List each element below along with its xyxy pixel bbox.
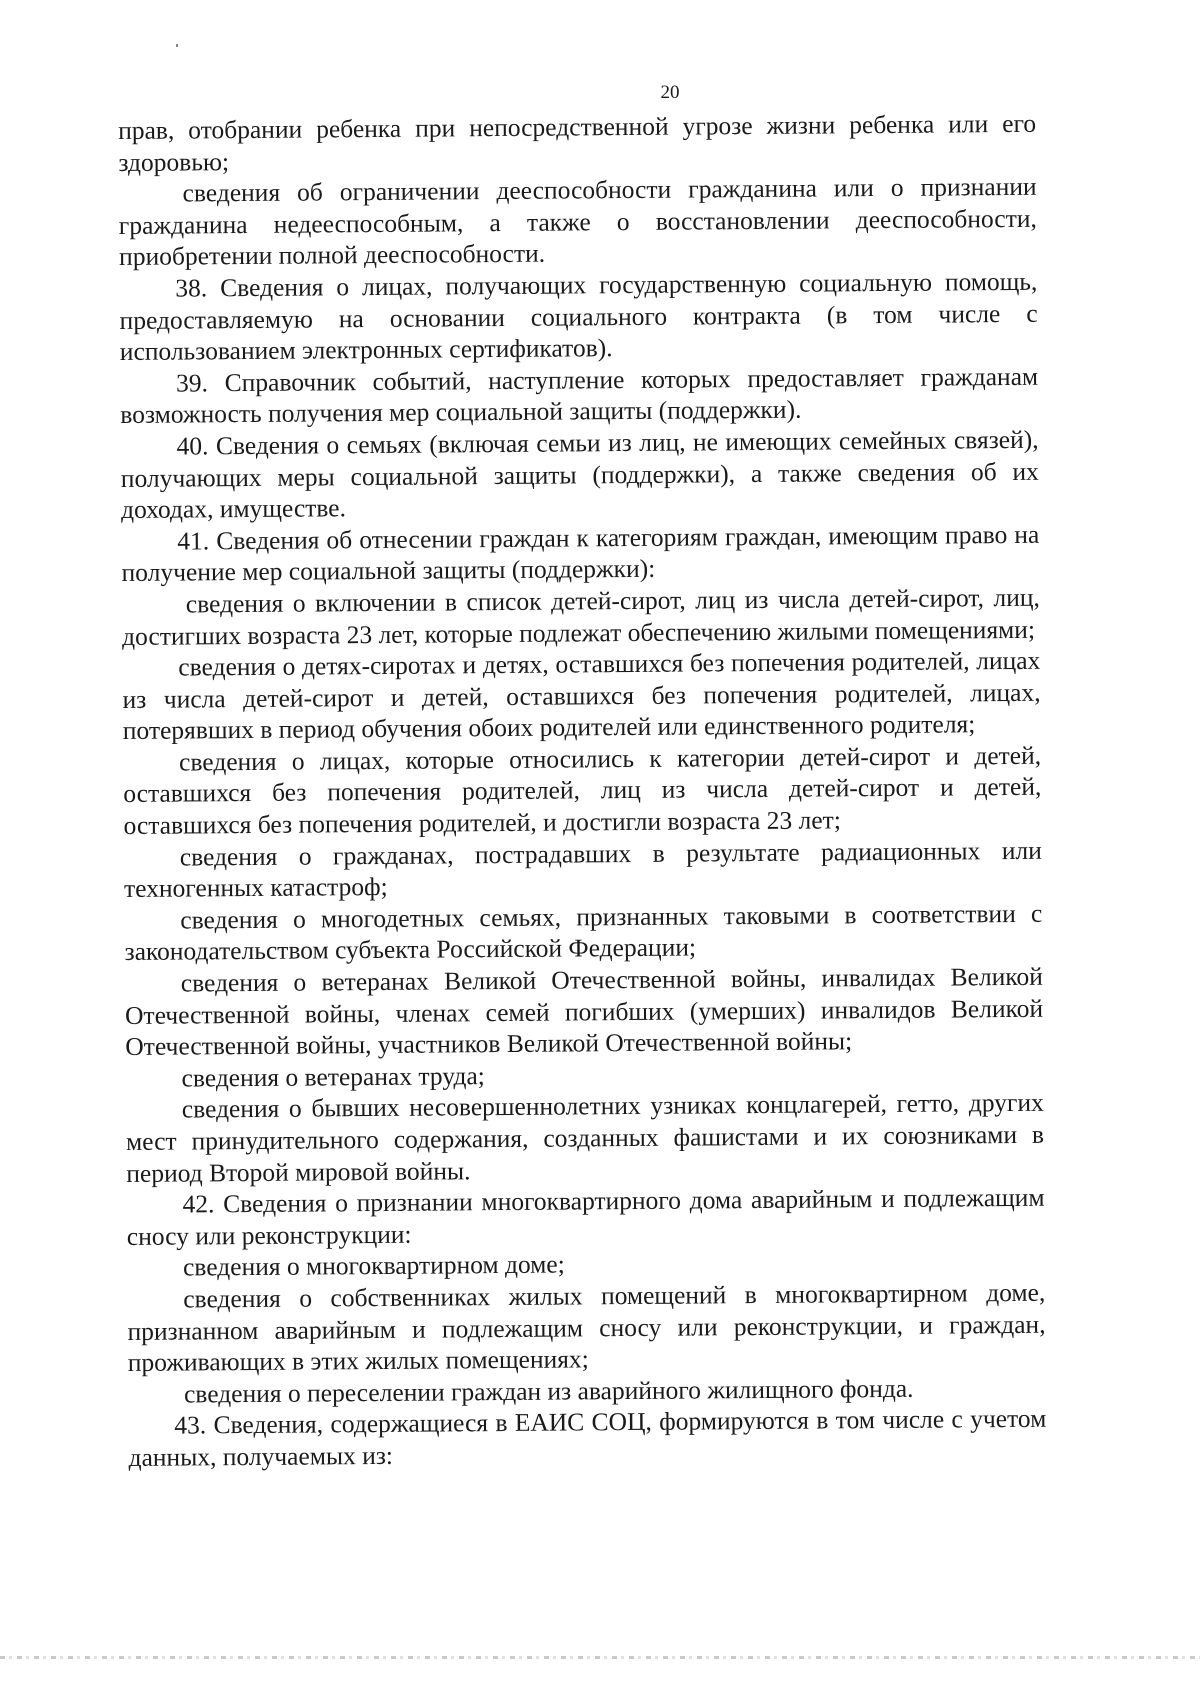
paragraph-owners: сведения о собственниках жилых помещений в многоквартирном доме, признанном аварийным и подлежащим сносу или реконструкции, и граждан, проживающих в этих жилых помещениях; [127, 1277, 1046, 1378]
paragraph-orphans-list: сведения о включении в список детей-сирот, лиц из числа детей-сирот, лиц, достигших возраста 23 лет, которые подлежат обеспечению жилыми помещениями; [121, 582, 1040, 651]
paragraph-item-41: 41. Сведения об отнесении граждан к категориям граждан, имеющим право на получение мер социальной защиты (поддержки): [121, 519, 1040, 588]
paragraph-continuation: прав, отобрании ребенка при непосредственной угрозе жизни ребенка или его здоровью; [118, 108, 1037, 177]
page-number: 20 [660, 82, 680, 103]
paragraph-item-40: 40. Сведения о семьях (включая семьи из лиц, не имеющих семейных связей), получающих меры социальной защиты (поддержки), а также сведения об их доходах, имуществе. [120, 424, 1039, 525]
paragraph-labor-veterans: сведения о ветеранах труда; [181, 1060, 485, 1093]
paragraph-former-orphans: сведения о лицах, которые относились к категории детей-сирот и детей, оставшихся без попечения родителей, лиц из числа детей-сирот и детей, оставшихся без попечения родителей, и достигли возраста 23 лет; [123, 740, 1042, 841]
paragraph-item-39: 39. Справочник событий, наступление которых предоставляет гражданам возможность получения мер социальной защиты (поддержки). [120, 361, 1039, 430]
paragraph-item-38: 38. Сведения о лицах, получающих государственную социальную помощь, предоставляемую на основании социального контракта (в том числе с использованием электронных сертификатов). [119, 266, 1038, 367]
paragraph-item-42: 42. Сведения о признании многоквартирного дома аварийным и подлежащим сносу или реконструкции: [126, 1182, 1045, 1251]
paragraph-war-veterans: сведения о ветеранах Великой Отечественной войны, инвалидах Великой Отечественной войны, членах семей погибших (умерших) инвалидов Великой Отечественной войны, участников Великой Отечественной войны; [124, 961, 1044, 1062]
paragraph-apartment-building: сведения о многоквартирном доме; [182, 1249, 565, 1282]
paragraph-orphans: сведения о детях-сиротах и детях, оставшихся без попечения родителей, лицах из числа детей-сирот и детей, оставшихся без попечения родителей, лицах, потерявших в период обучения обоих родителей или единственного родителя; [122, 645, 1041, 746]
paragraph-resettlement: сведения о переселении граждан из аварийного жилищного фонда. [183, 1373, 914, 1409]
scan-artifact [176, 44, 178, 47]
paragraph-large-families: сведения о многодетных семьях, признанных таковыми в соответствии с законодательством субъекта Российской Федерации; [124, 898, 1043, 967]
paragraph-item-43: 43. Сведения, содержащиеся в ЕАИС СОЦ, формируются в том числе с учетом данных, получаемых из: [128, 1404, 1047, 1472]
document-body [118, 108, 1047, 1474]
paragraph-radiation-victims: сведения о гражданах, пострадавших в результате радиационных или техногенных катастроф; [123, 835, 1042, 904]
scan-bottom-noise [0, 1656, 1200, 1659]
paragraph-legal-capacity: сведения об ограничении дееспособности гражданина или о признании гражданина недееспособным, а также о восстановлении дееспособности, приобретении полной дееспособности. [118, 171, 1037, 272]
paragraph-camp-prisoners: сведения о бывших несовершеннолетних узниках концлагерей, гетто, других мест принудительного содержания, созданных фашистами и их союзниками в период Второй мировой войны. [125, 1088, 1045, 1188]
